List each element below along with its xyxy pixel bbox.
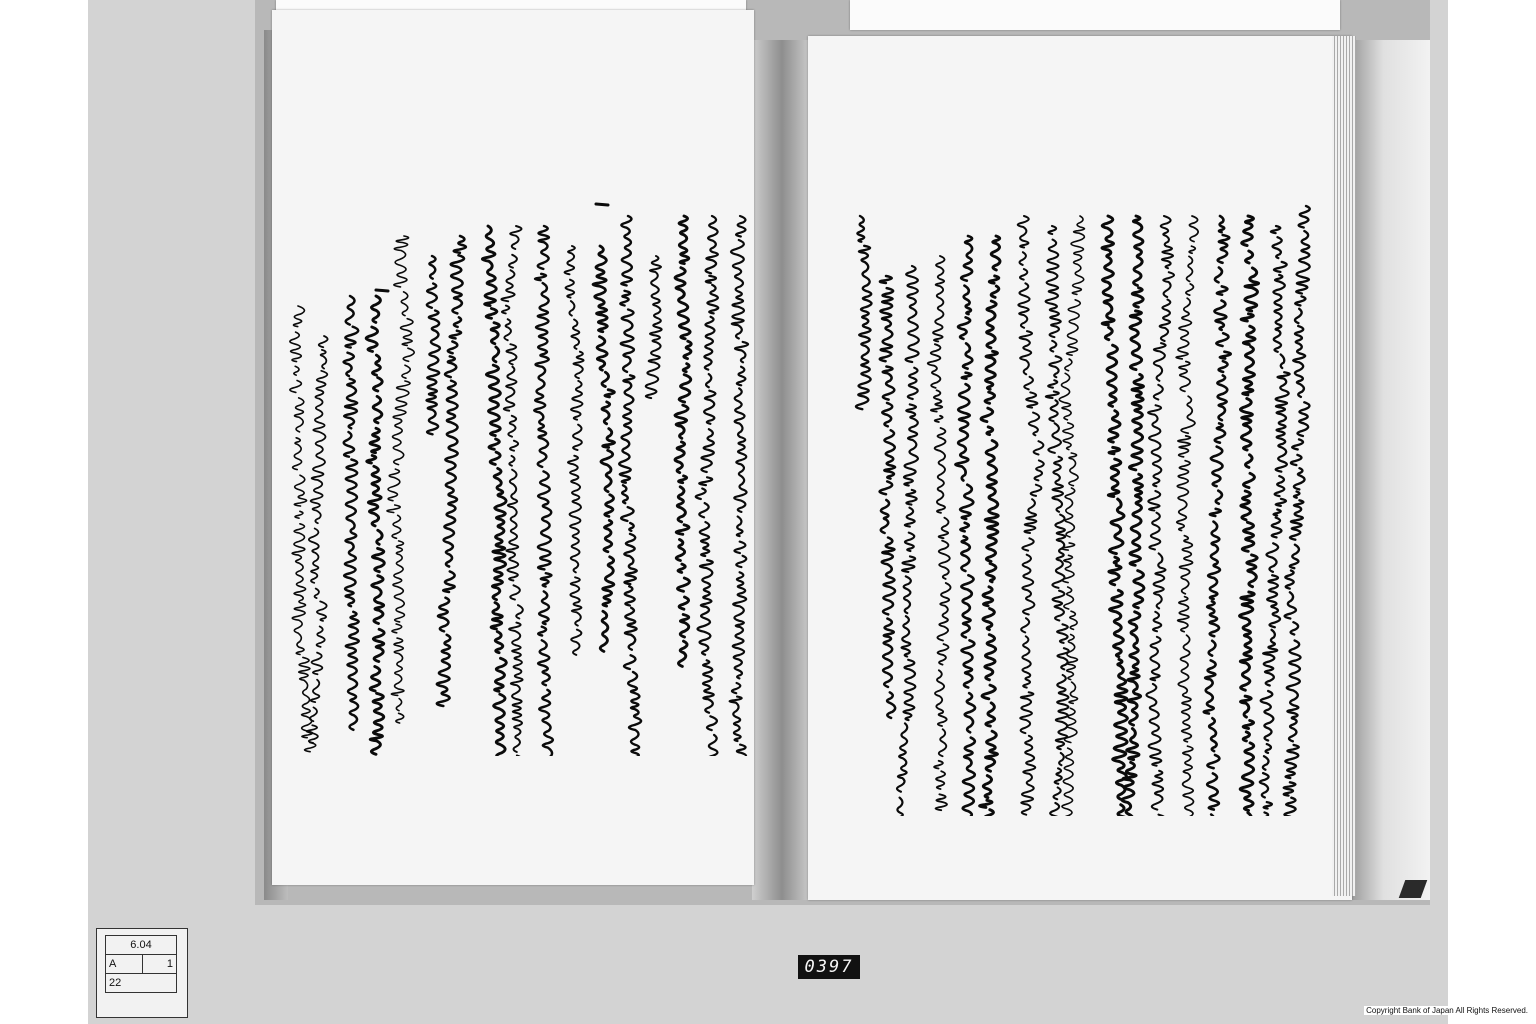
right-page-text-column [1258, 226, 1290, 816]
left-page-text-column [730, 216, 749, 756]
copyright-notice: Copyright Bank of Japan All Rights Reserved. [1366, 1006, 1528, 1015]
label-item: 22 [106, 974, 177, 993]
left-page-text-column [387, 236, 414, 729]
left-page-text-column [646, 256, 662, 402]
left-page-text-column [593, 246, 614, 655]
left-page-text-column [366, 296, 384, 756]
frame-number: 0397 [798, 955, 860, 979]
right-page-text-column [1240, 216, 1259, 816]
archive-label-table [105, 935, 177, 993]
item-marker [376, 290, 388, 291]
archive-label-card [96, 928, 188, 1018]
right-page-text-column [1204, 216, 1231, 816]
left-page-text-column [427, 256, 440, 434]
right-page-text-column [1284, 206, 1310, 816]
left-page-text-column [619, 216, 642, 756]
right-cover-board [1352, 40, 1430, 900]
right-page-handwriting [806, 196, 1346, 816]
left-page-text-column [344, 296, 359, 730]
label-series: A [106, 955, 143, 974]
label-code: 6.04 [106, 936, 177, 955]
right-page-text-column [856, 216, 871, 409]
label-volume: 1 [143, 955, 177, 974]
right-page-text-column [980, 236, 1000, 816]
left-page-text-column [307, 336, 328, 743]
item-marker [596, 204, 608, 205]
left-page-text-column [437, 236, 466, 706]
left-page-text-column [290, 306, 316, 756]
right-page-text-column [895, 266, 919, 816]
left-page-handwriting [280, 196, 750, 756]
right-page-text-column [1176, 216, 1198, 816]
left-page-text-column [696, 216, 718, 756]
right-page-text-column [1009, 216, 1044, 816]
right-page-text-column [928, 256, 951, 810]
right-page-underlying-sheet [850, 0, 1340, 30]
left-page-text-column [565, 246, 584, 655]
right-page-text-column [1102, 216, 1127, 816]
book-gutter [752, 40, 812, 900]
left-page-text-column [534, 226, 554, 756]
right-page-text-column [880, 276, 896, 718]
left-page-text-column [675, 216, 691, 666]
right-page-text-column [955, 236, 975, 816]
right-page-text-column [1146, 216, 1174, 816]
left-page-text-column [482, 226, 506, 756]
